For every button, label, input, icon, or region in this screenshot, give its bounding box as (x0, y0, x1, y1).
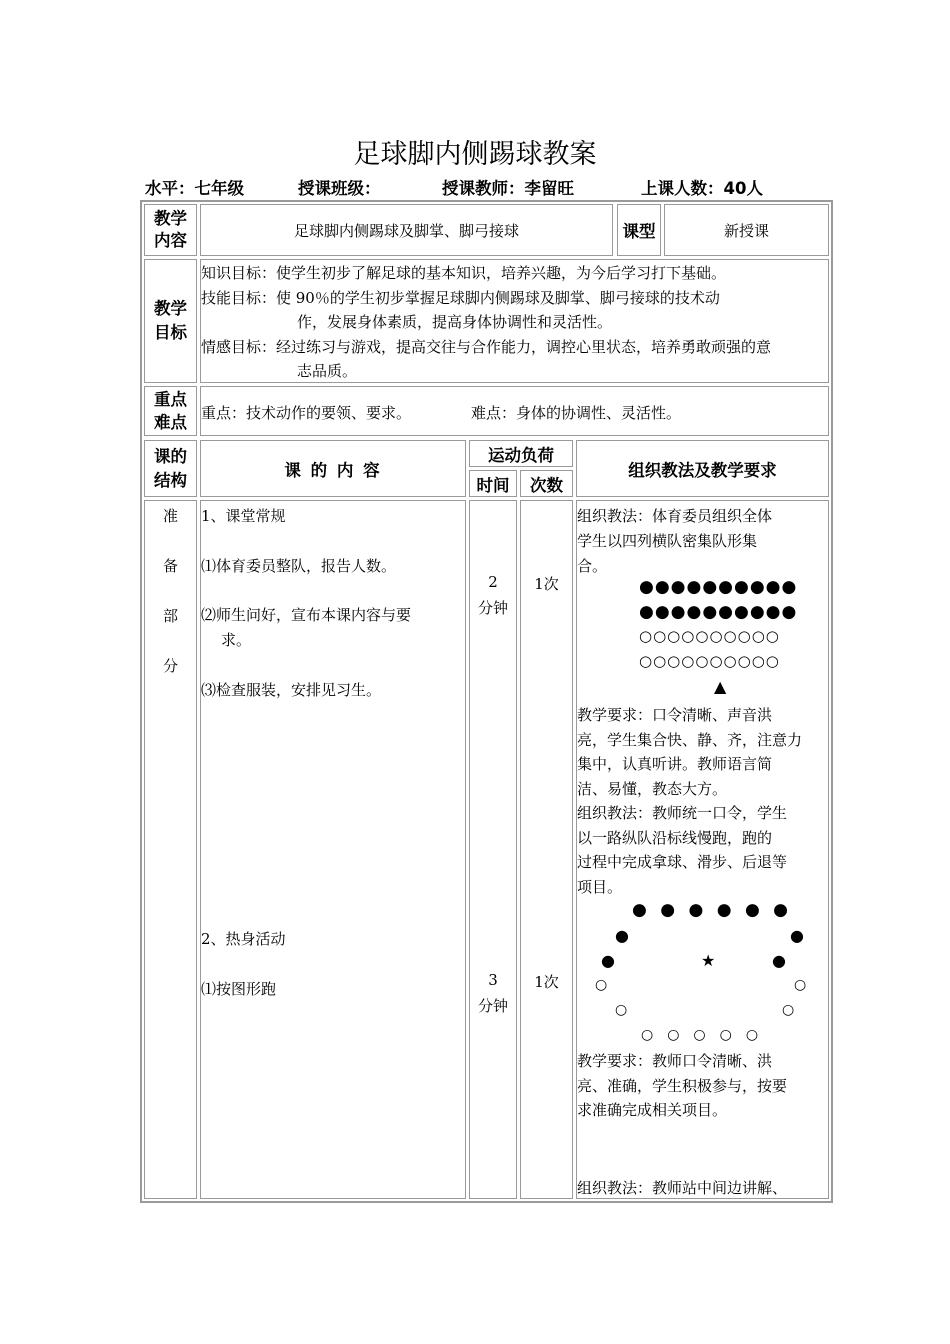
routine-title: 1、课堂常规 (201, 507, 286, 525)
teacher-info: 授课教师：李留旺 (442, 179, 574, 198)
formation-row-filled: ●●●●●●●●●● (639, 577, 798, 597)
teacher-star: ★ (701, 951, 716, 970)
routine-item-2: ⑵师生问好，宣布本课内容与要 (201, 606, 412, 624)
class-info: 授课班级： (298, 179, 381, 198)
reps-value: 1次 (534, 575, 559, 593)
run-formation-dot: ● (601, 951, 615, 970)
skill-objective-cont: 作，发展身体素质，提高身体协调性和灵活性。 (297, 313, 613, 331)
time-unit: 分钟 (477, 599, 508, 617)
lesson-type-value: 新授课 (664, 204, 829, 256)
requirement-text: 洁、易懂，教态大方。 (577, 780, 728, 798)
difficult-point: 难点：身体的协调性、灵活性。 (471, 404, 682, 422)
section-char: 备 (163, 557, 179, 575)
run-formation-hollow: ○ (615, 1002, 628, 1018)
row3-label: 重点 难点 (144, 386, 197, 436)
reps-value: 1次 (534, 973, 559, 991)
key-point: 重点：技术动作的要领、要求。 (201, 404, 412, 422)
section-char: 准 (163, 507, 179, 525)
skill-objective: 技能目标：使 90％的学生初步掌握足球脚内侧踢球及脚掌、脚弓接球的技术动 (201, 289, 720, 307)
knowledge-objective: 知识目标：使学生初步了解足球的基本知识，培养兴趣，为今后学习打下基础。 (201, 264, 727, 282)
method-text: 组织教法：教师站中间边讲解、 (577, 1179, 788, 1197)
method-cell (576, 500, 829, 1199)
run-formation-hollow-row: ○○○○○ (641, 1027, 773, 1043)
requirement-text: 教学要求：教师口令清晰、洪 (577, 1052, 773, 1070)
emotion-objective-cont: 志品质。 (297, 362, 358, 380)
section-char: 分 (163, 657, 179, 675)
time-header: 时间 (469, 470, 517, 497)
run-formation-hollow: ○ (782, 1002, 795, 1018)
warmup-item-1: ⑴按图形跑 (201, 980, 277, 998)
teaching-content: 足球脚内侧踢球及脚掌、脚弓接球 (200, 204, 613, 256)
row1-label: 教学 内容 (144, 204, 197, 256)
requirement-text: 求准确完成相关项目。 (577, 1101, 728, 1119)
method-text: 项目。 (577, 878, 623, 896)
row2-label: 教学 目标 (144, 259, 197, 383)
routine-item-1: ⑴体育委员整队，报告人数。 (201, 557, 397, 575)
content-cell (200, 500, 466, 1199)
level-info: 水平：七年级 (145, 179, 244, 198)
method-text: 组织教法：体育委员组织全体 (577, 507, 773, 525)
method-text: 组织教法：教师统一口令，学生 (577, 804, 788, 822)
structure-header: 课的 结构 (144, 440, 197, 497)
lesson-type-label: 课型 (617, 204, 661, 256)
run-formation-hollow: ○ (794, 977, 807, 993)
method-text: 学生以四列横队密集队形集 (577, 532, 758, 550)
teaching-objectives (200, 259, 829, 383)
method-text: 以一路纵队沿标线慢跑，跑的 (577, 829, 773, 847)
routine-item-3: ⑶检查服装，安排见习生。 (201, 681, 382, 699)
emotion-objective: 情感目标：经过练习与游戏，提高交往与合作能力，调控心里状态，培养勇敢顽强的意 (201, 338, 772, 356)
requirement-text: 集中，认真听讲。教师语言简 (577, 755, 773, 773)
run-formation-dot: ● (790, 926, 804, 945)
run-formation-dot: ● (615, 926, 629, 945)
requirement-text: 教学要求：口令清晰、声音洪 (577, 706, 773, 724)
formation-row-hollow: ○○○○○○○○○○ (639, 627, 780, 645)
reps-cell (520, 500, 573, 1199)
section-cell (144, 500, 197, 1199)
student-count-info: 上课人数：40人 (641, 179, 763, 198)
method-text: 合。 (577, 557, 608, 575)
teacher-marker: ▲ (714, 677, 728, 696)
warmup-title: 2、热身活动 (201, 930, 286, 948)
formation-row-filled: ●●●●●●●●●● (639, 602, 798, 622)
formation-row-hollow: ○○○○○○○○○○ (639, 652, 780, 670)
load-header: 运动负荷 (469, 440, 573, 467)
section-char: 部 (163, 607, 179, 625)
run-formation-top: ● ● ● ● ● ● (632, 900, 793, 920)
requirement-text: 亮、准确，学生积极参与，按要 (577, 1077, 788, 1095)
method-header: 组织教法及教学要求 (576, 440, 829, 497)
run-formation-dot: ● (772, 951, 786, 970)
reps-header: 次数 (520, 470, 573, 497)
time-value: 3 (488, 971, 498, 989)
page-title: 足球脚内侧踢球教案 (353, 139, 597, 170)
time-cell (469, 500, 517, 1199)
run-formation-hollow: ○ (595, 977, 608, 993)
key-points (200, 386, 829, 436)
requirement-text: 亮，学生集合快、静、齐，注意力 (577, 731, 803, 749)
time-unit: 分钟 (477, 997, 508, 1015)
routine-item-2-cont: 求。 (221, 631, 252, 649)
time-value: 2 (488, 573, 498, 591)
method-text: 过程中完成拿球、滑步、后退等 (577, 853, 788, 871)
content-header: 课 的 内 容 (200, 440, 466, 497)
